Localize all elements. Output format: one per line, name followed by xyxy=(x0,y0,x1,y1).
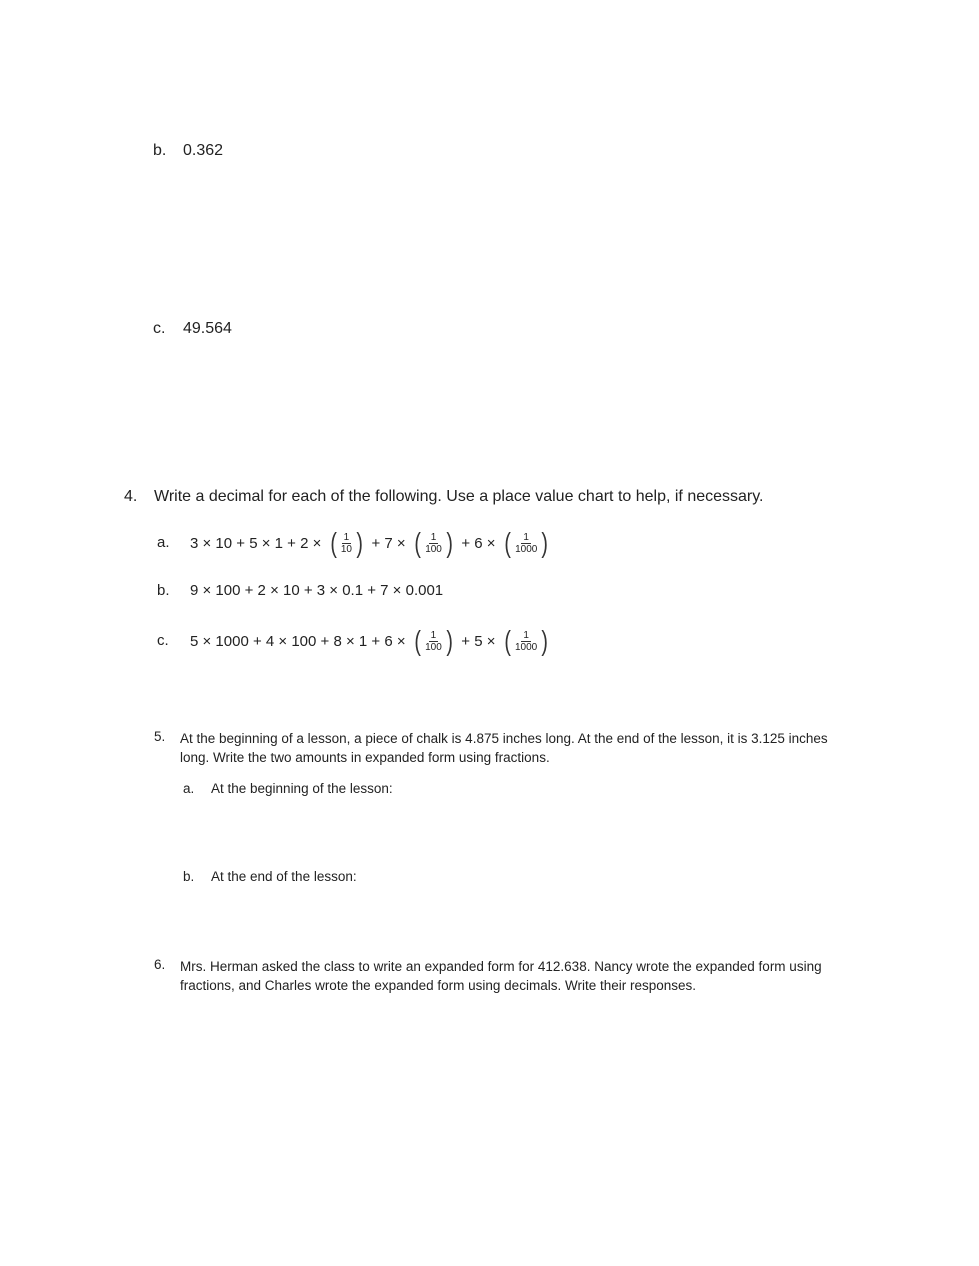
paren-close: ) xyxy=(446,527,453,558)
paren-open: ( xyxy=(504,527,511,558)
q6-number: 6. xyxy=(154,957,166,972)
fraction-numerator: 1 xyxy=(343,531,350,543)
fraction-denominator: 1000 xyxy=(515,641,538,653)
paren-close: ) xyxy=(541,527,549,558)
fraction-numerator: 1 xyxy=(430,531,437,543)
fraction-numerator: 1 xyxy=(523,629,529,641)
paren-close: ) xyxy=(446,625,453,656)
fraction-numerator: 1 xyxy=(430,629,437,641)
q4-c-prefix: 5 × 1000 + 4 × 100 + 8 × 1 + 6 × xyxy=(190,632,410,650)
fraction-denominator: 10 xyxy=(340,543,352,555)
q4-b-expression: 9 × 100 + 2 × 10 + 3 × 0.1 + 7 × 0.001 xyxy=(190,582,444,599)
q4-a-prefix: 3 × 10 + 5 × 1 + 2 × xyxy=(190,534,326,552)
q4-a-fraction-1 xyxy=(329,529,365,557)
q5-b-text: At the end of the lesson: xyxy=(211,869,357,884)
paren-close: ) xyxy=(356,527,363,558)
q5-prompt: At the beginning of a lesson, a piece of chalk is 4.875 inches long. At the end of the lesson, it is 3.125 inches long. Write the two amounts in expanded form using fractions. xyxy=(180,731,828,765)
q4-a-expression xyxy=(190,526,553,560)
q4-b-label: b. xyxy=(157,582,170,599)
q4-number: 4. xyxy=(124,488,138,505)
fraction-denominator: 100 xyxy=(425,641,442,653)
q5-number: 5. xyxy=(154,729,166,744)
q6-prompt: Mrs. Herman asked the class to write an expanded form for 412.638. Nancy wrote the expanded form using fractions, and Charles wrote the expanded form using decimals. Write their responses. xyxy=(180,959,822,993)
paren-close: ) xyxy=(541,625,549,656)
q5-a-text: At the beginning of the lesson: xyxy=(211,781,393,796)
q5-a-label: a. xyxy=(183,781,195,796)
q4-c-fraction-1 xyxy=(413,627,454,655)
fraction-denominator: 100 xyxy=(425,543,442,555)
q4-c-mid1: + 5 × xyxy=(457,632,500,650)
paren-open: ( xyxy=(329,527,337,558)
q4-c-expression xyxy=(190,624,553,658)
q4-a-fraction-3 xyxy=(503,529,550,557)
q3-b-value: 0.362 xyxy=(183,142,224,159)
fraction-numerator: 1 xyxy=(523,531,529,543)
q5-b-label: b. xyxy=(183,869,195,884)
q4-a-mid2: + 6 × xyxy=(457,534,500,552)
paren-open: ( xyxy=(504,625,511,656)
q3-c-value: 49.564 xyxy=(183,320,232,337)
q4-prompt: Write a decimal for each of the following. Use a place value chart to help, if necessary. xyxy=(154,488,764,505)
q3-b-label: b. xyxy=(153,142,167,159)
q4-a-mid1: + 7 × xyxy=(367,534,410,552)
q4-c-label: c. xyxy=(157,632,169,649)
paren-open: ( xyxy=(414,527,421,558)
q4-a-label: a. xyxy=(157,534,170,551)
paren-open: ( xyxy=(414,625,421,656)
fraction-denominator: 1000 xyxy=(515,543,538,555)
q4-a-fraction-2 xyxy=(413,529,454,557)
q4-c-fraction-2 xyxy=(503,627,550,655)
q3-c-label: c. xyxy=(153,320,166,337)
